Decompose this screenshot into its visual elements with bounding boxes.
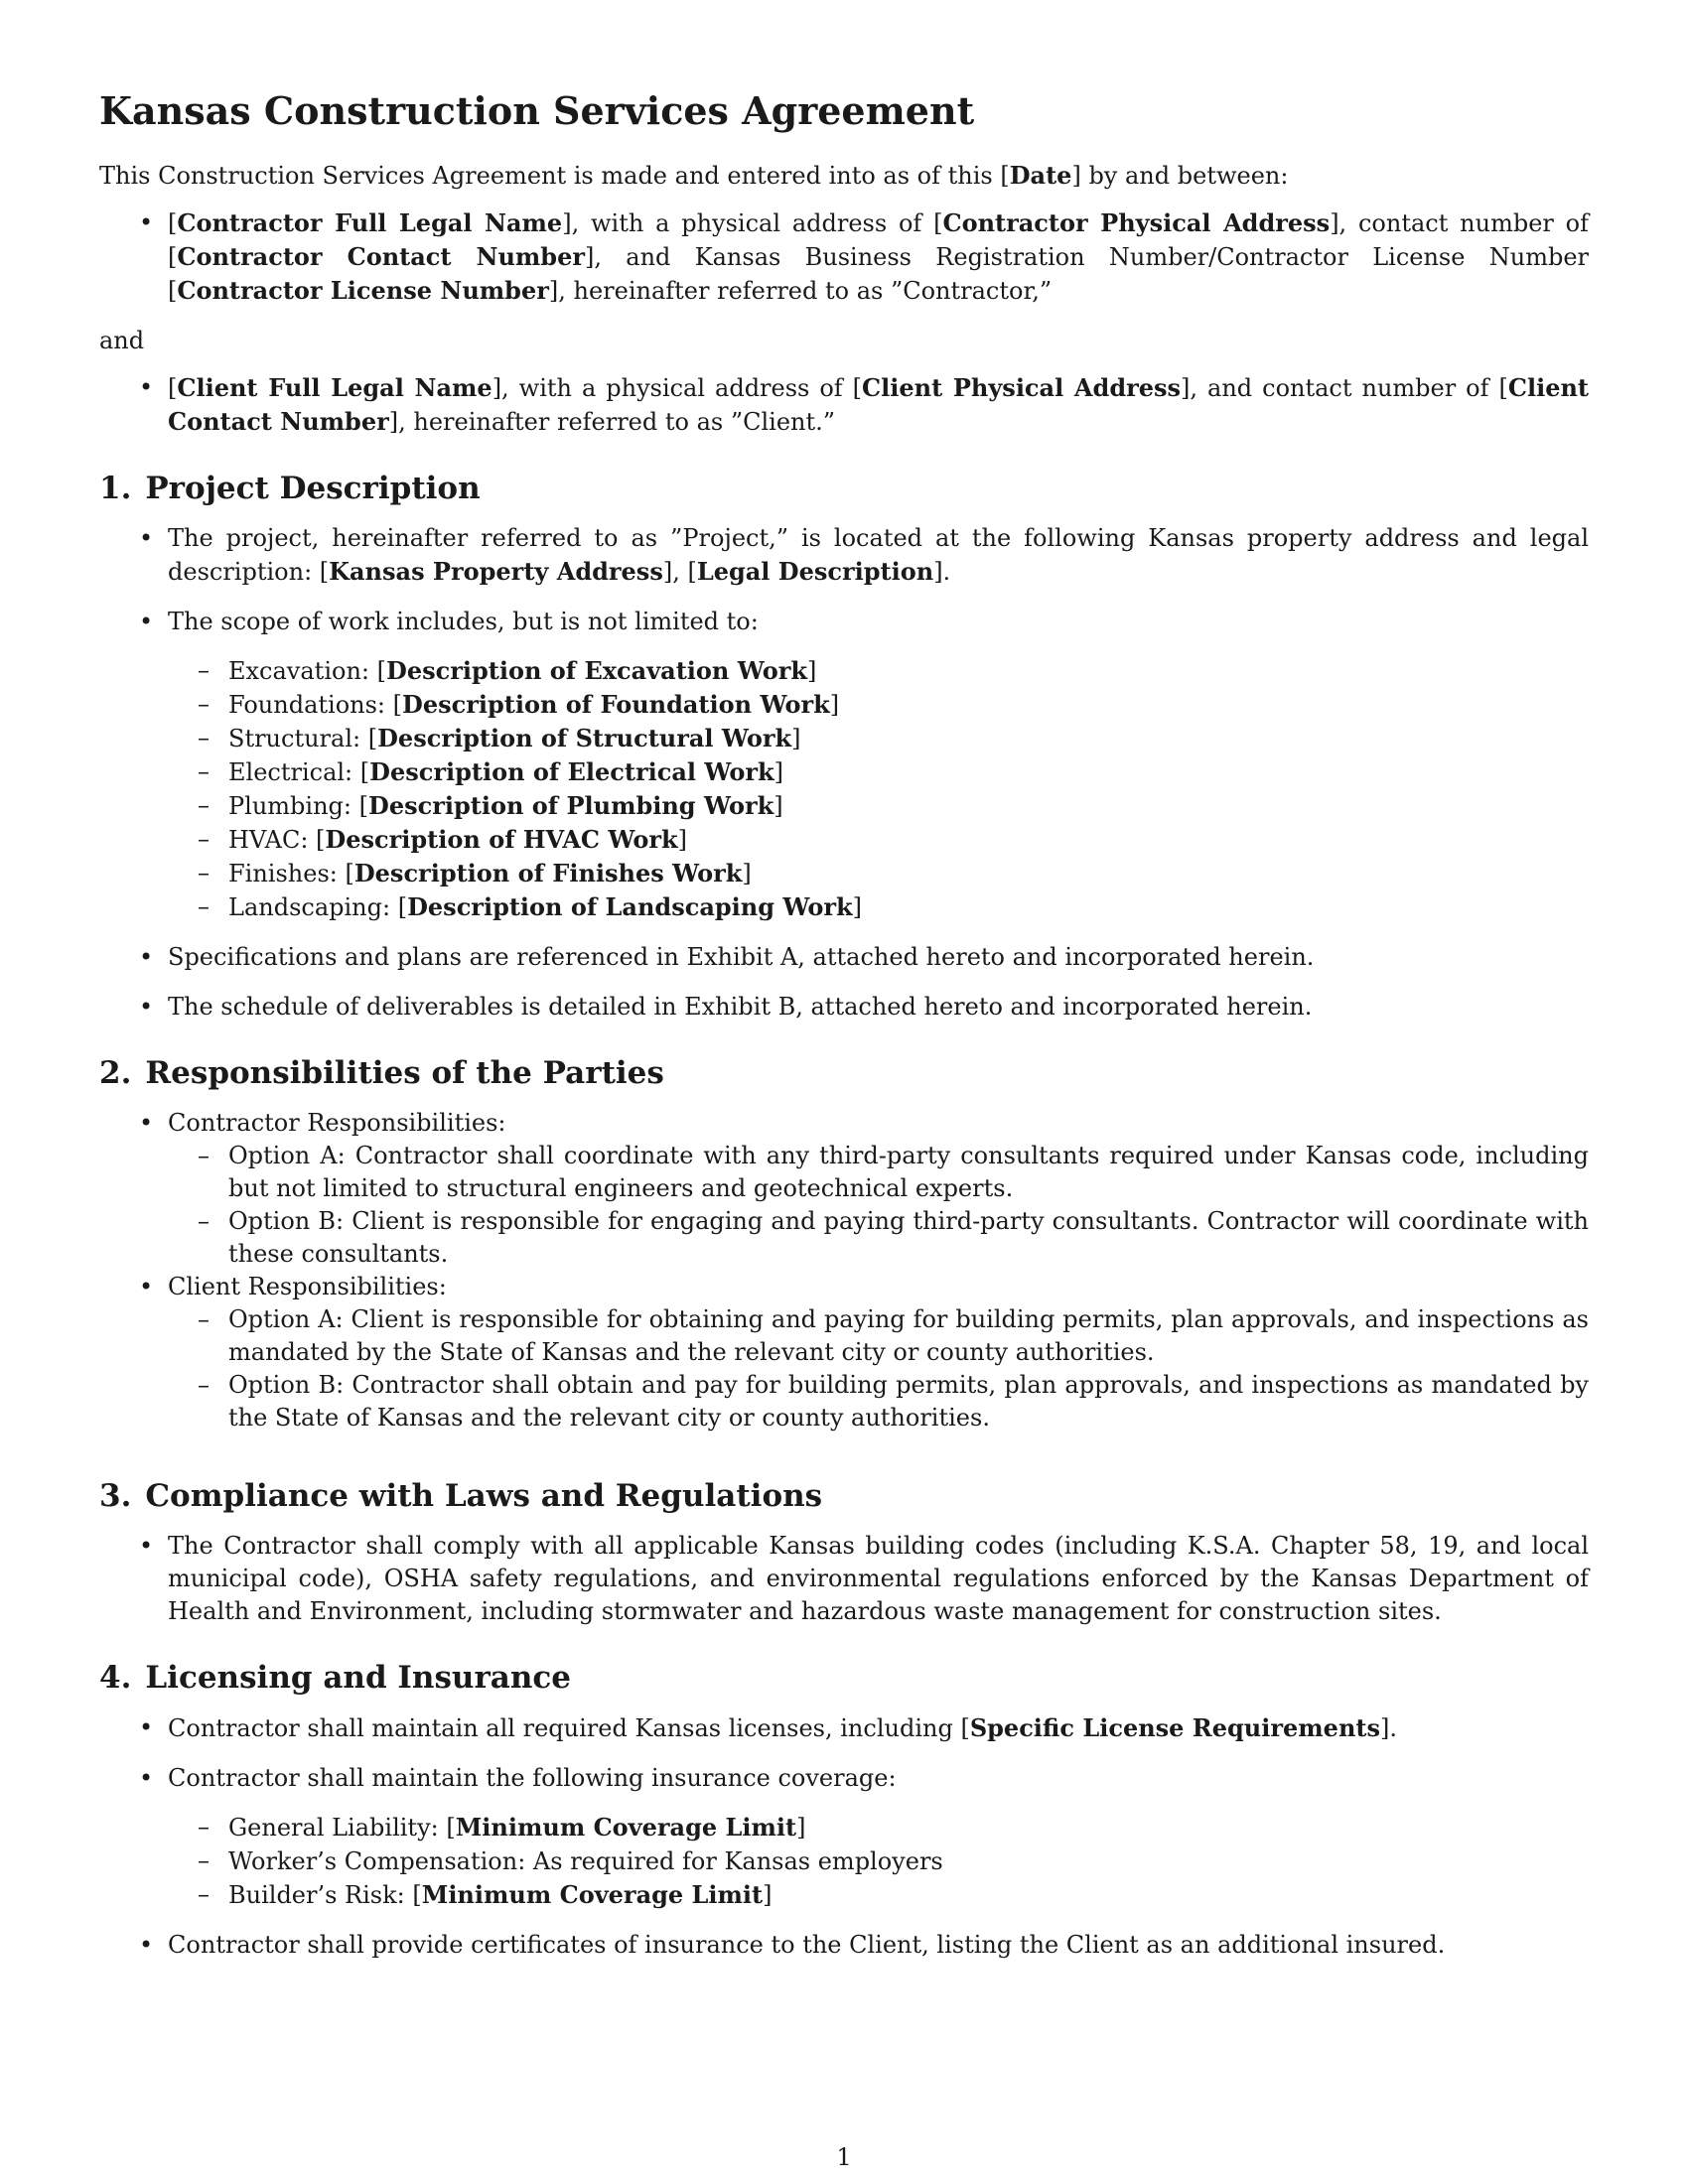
- option-item: – Option A: Client is responsible for obtaining and paying for building permits, plan approvals, and inspections as mandated by the State of Kansas and the relevant city or county authorities.: [198, 1305, 1589, 1366]
- list-item: • Specifications and plans are referenced in Exhibit A, attached hereto and incorporated herein.: [99, 941, 1589, 974]
- contractor-license-placeholder: Contractor License Number: [177, 276, 549, 305]
- project-description-list: [99, 522, 1589, 1024]
- list-item: • The schedule of deliverables is detailed in Exhibit B, attached hereto and incorporated herein.: [99, 991, 1589, 1024]
- intro-paragraph: This Construction Services Agreement is made and entered into as of this [Date] by and between:: [99, 161, 1289, 190]
- scope-item: – Excavation: [Description of Excavation Work]: [198, 656, 817, 685]
- license-requirements-placeholder: Specific License Requirements: [969, 1713, 1380, 1742]
- and-text: and: [99, 327, 145, 354]
- bullet-icon: •: [139, 943, 154, 971]
- list-item: • Contractor shall maintain all required Kansas licenses, including [Specific License Requirements].: [139, 1713, 1397, 1742]
- scope-item: – Finishes: [Description of Finishes Work]: [198, 859, 752, 887]
- list-item: • Contractor Responsibilities: – Option A: Contractor shall coordinate with any third-party consultants required under Kansas code, including but not limited to structural engineers and geotechnical experts. – Option B: Client is responsible for engaging and paying third-party consultants. Contractor will coordinate with these consultants.: [99, 1107, 1589, 1271]
- page-number: 1: [836, 2143, 852, 2171]
- section-heading-licensing: 4. Licensing and Insurance: [99, 1660, 572, 1696]
- bullet-icon: •: [139, 1532, 154, 1560]
- bullet-icon: •: [139, 993, 154, 1021]
- section-heading-responsibilities: 2. Responsibilities of the Parties: [99, 1055, 664, 1091]
- insurance-item: – General Liability: [Minimum Coverage Limit]: [198, 1813, 806, 1842]
- bullet-icon: •: [139, 1273, 154, 1300]
- contractor-name-placeholder: Contractor Full Legal Name: [177, 208, 563, 237]
- section-heading-compliance: 3. Compliance with Laws and Regulations: [99, 1478, 823, 1514]
- insurance-list: [168, 1811, 1589, 1912]
- insurance-item: – Builder’s Risk: [Minimum Coverage Limit]: [198, 1880, 773, 1909]
- scope-item: – Landscaping: [Description of Landscaping Work]: [198, 892, 863, 921]
- scope-of-work-list: [168, 654, 1589, 924]
- scope-item: – HVAC: [Description of HVAC Work]: [198, 825, 688, 854]
- list-item: • Client Responsibilities: – Option A: Client is responsible for obtaining and paying for building permits, plan approvals, and inspections as mandated by the State of Kansas and the relevant city or county authorities. – Option B: Contractor shall obtain and pay for building permits, plan approvals, and inspections as mandated by the State of Kansas and the relevant city or county authorities.: [99, 1271, 1589, 1434]
- insurance-item: – Worker’s Compensation: As required for Kansas employers: [198, 1846, 943, 1875]
- licensing-list: [99, 1711, 1589, 1962]
- option-item: – Option A: Contractor shall coordinate with any third-party consultants required under Kansas code, including but not limited to structural engineers and geotechnical experts.: [198, 1142, 1589, 1202]
- list-item: • Contractor shall provide certificates of insurance to the Client, listing the Client as an additional insured.: [99, 1929, 1589, 1962]
- section-heading-project-description: 1. Project Description: [99, 471, 481, 506]
- bullet-icon: •: [139, 524, 154, 552]
- list-item: • The Contractor shall comply with all applicable Kansas building codes (including K.S.A. Chapter 58, 19, and local municipal code), OSHA safety regulations, and environmental regulations enforced by the Kansas Department of Health and Environment, including stormwater and hazardous waste management for construction sites.: [139, 1532, 1589, 1625]
- document-page: [99, 87, 1589, 1979]
- bullet-icon: •: [139, 208, 154, 236]
- bullet-icon: •: [139, 1713, 154, 1741]
- list-item: • Contractor shall maintain the following insurance coverage: – General Liability: [Minimum Coverage Limit] – Worker’s Compensation: As required for Kansas employers – Builder’s Risk: [Minimum Coverage Limit]: [99, 1762, 1589, 1912]
- bullet-icon: •: [139, 1931, 154, 1959]
- compliance-list: [99, 1530, 1589, 1628]
- scope-item: – Plumbing: [Description of Plumbing Work]: [198, 791, 783, 820]
- contractor-address-placeholder: Contractor Physical Address: [942, 208, 1331, 237]
- client-party-item: • [Client Full Legal Name], with a physical address of [Client Physical Address], and contact number of [Client Contact Number], hereinafter referred to as ”Client.”: [139, 373, 1589, 436]
- contractor-party-item: • [Contractor Full Legal Name], with a physical address of [Contractor Physical Address], contact number of [Contractor Contact Number], and Kansas Business Registration Number/Contractor License Number [Contractor License Number], hereinafter referred to as ”Contractor,”: [139, 208, 1590, 305]
- scope-item: – Structural: [Description of Structural Work]: [198, 724, 801, 752]
- property-address-placeholder: Kansas Property Address: [329, 557, 663, 586]
- client-options-list: [168, 1303, 1589, 1434]
- list-item: • The project, hereinafter referred to as ”Project,” is located at the following Kansas property address and legal description: [Kansas Property Address], [Legal Description].: [139, 524, 1589, 586]
- responsibilities-list: [99, 1107, 1589, 1434]
- list-item: • The scope of work includes, but is not limited to: – Excavation: [Description of Excavation Work] – Foundations: [Description of Foundation Work] – Structural: [Description of Structural Work] – Electrical: [Description of Electrical Work] – Plumbing: [Description of Plumbing Work] – HVAC: [Description of HVAC Work] – Finishes: [Description of Finishes Work] – Landscaping: [Description of Landscaping Work]: [99, 606, 1589, 924]
- contractor-contact-placeholder: Contractor Contact Number: [177, 242, 585, 271]
- contractor-party-list: [99, 206, 1589, 308]
- option-item: – Option B: Client is responsible for engaging and paying third-party consultants. Contractor will coordinate with these consultants.: [198, 1207, 1589, 1268]
- bullet-icon: •: [139, 1109, 154, 1137]
- bullet-icon: •: [139, 608, 154, 635]
- scope-item: – Foundations: [Description of Foundation Work]: [198, 690, 840, 719]
- bullet-icon: •: [139, 373, 154, 401]
- client-contact-placeholder: Client Contact Number: [168, 373, 1589, 436]
- bullet-icon: •: [139, 1764, 154, 1792]
- contractor-options-list: [168, 1140, 1589, 1271]
- date-placeholder: Date: [1009, 161, 1072, 190]
- client-name-placeholder: Client Full Legal Name: [177, 373, 492, 402]
- document-title: Kansas Construction Services Agreement: [99, 88, 975, 133]
- client-party-list: [99, 371, 1589, 439]
- scope-item: – Electrical: [Description of Electrical Work]: [198, 757, 784, 786]
- client-address-placeholder: Client Physical Address: [862, 373, 1182, 402]
- legal-description-placeholder: Legal Description: [696, 557, 934, 586]
- option-item: – Option B: Contractor shall obtain and pay for building permits, plan approvals, and inspections as mandated by the State of Kansas and the relevant city or county authorities.: [198, 1371, 1589, 1432]
